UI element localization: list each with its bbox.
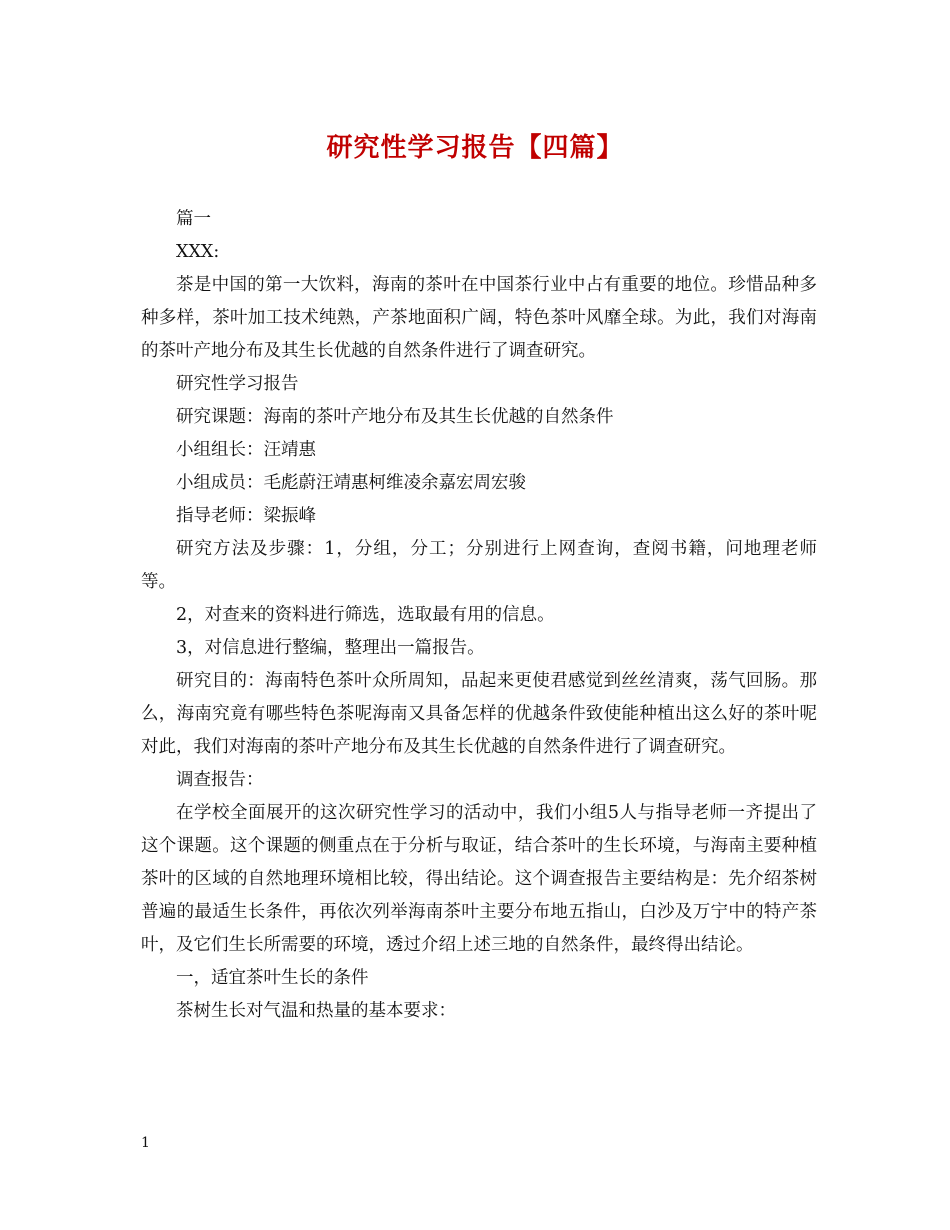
survey-paragraph: 在学校全面展开的这次研究性学习的活动中，我们小组5人与指导老师一齐提出了这个课题。这个课题的侧重点在于分析与取证，结合茶叶的生长环境，与海南主要种植茶叶的区域的自然地理环境相比较，得出结论。这个调查报告主要结构是：先介绍茶树普遍的最适生长条件，再依次列举海南茶叶主要分布地五指山，白沙及万宁中的特产茶叶，及它们生长所需要的环境，透过介绍上述三地的自然条件，最终得出结论。	[141, 803, 817, 955]
group-members: 小组成员：毛彪蔚汪靖惠柯维凌余嘉宏周宏骏	[176, 473, 526, 493]
method-step-2: 2，对查来的资料进行筛选，选取最有用的信息。	[176, 605, 555, 625]
advisor: 指导老师：梁振峰	[176, 506, 316, 526]
section-heading: 篇一	[176, 209, 211, 229]
subsection-heading: 一，适宜茶叶生长的条件	[176, 968, 369, 988]
survey-heading: 调查报告：	[176, 770, 264, 790]
method-step-3: 3，对信息进行整编，整理出一篇报告。	[176, 638, 485, 658]
salutation: XXX:	[176, 242, 220, 262]
research-topic: 研究课题：海南的茶叶产地分布及其生长优越的自然条件	[176, 407, 614, 427]
method-paragraph: 研究方法及步骤：1，分组，分工；分别进行上网查询，查阅书籍，问地理老师等。	[141, 539, 817, 592]
document-title: 研究性学习报告【四篇】	[326, 133, 624, 163]
intro-paragraph: 茶是中国的第一大饮料，海南的茶叶在中国茶行业中占有重要的地位。珍惜品种多种多样，茶叶加工技术纯熟，产茶地面积广阔，特色茶叶风靡全球。为此，我们对海南的茶叶产地分布及其生长优越的自然条件进行了调查研究。	[141, 275, 817, 361]
report-heading: 研究性学习报告	[176, 374, 299, 394]
purpose-paragraph: 研究目的：海南特色茶叶众所周知，品起来更使君感觉到丝丝清爽，荡气回肠。那么，海南究竟有哪些特色茶呢海南又具备怎样的优越条件致使能种植出这么好的茶叶呢对此，我们对海南的茶叶产地分布及其生长优越的自然条件进行了调查研究。	[141, 671, 817, 757]
requirements-line: 茶树生长对气温和热量的基本要求：	[176, 1001, 456, 1021]
group-leader: 小组组长：汪靖惠	[176, 440, 316, 460]
page-number: 1	[141, 1135, 150, 1151]
document-body	[141, 203, 817, 1028]
